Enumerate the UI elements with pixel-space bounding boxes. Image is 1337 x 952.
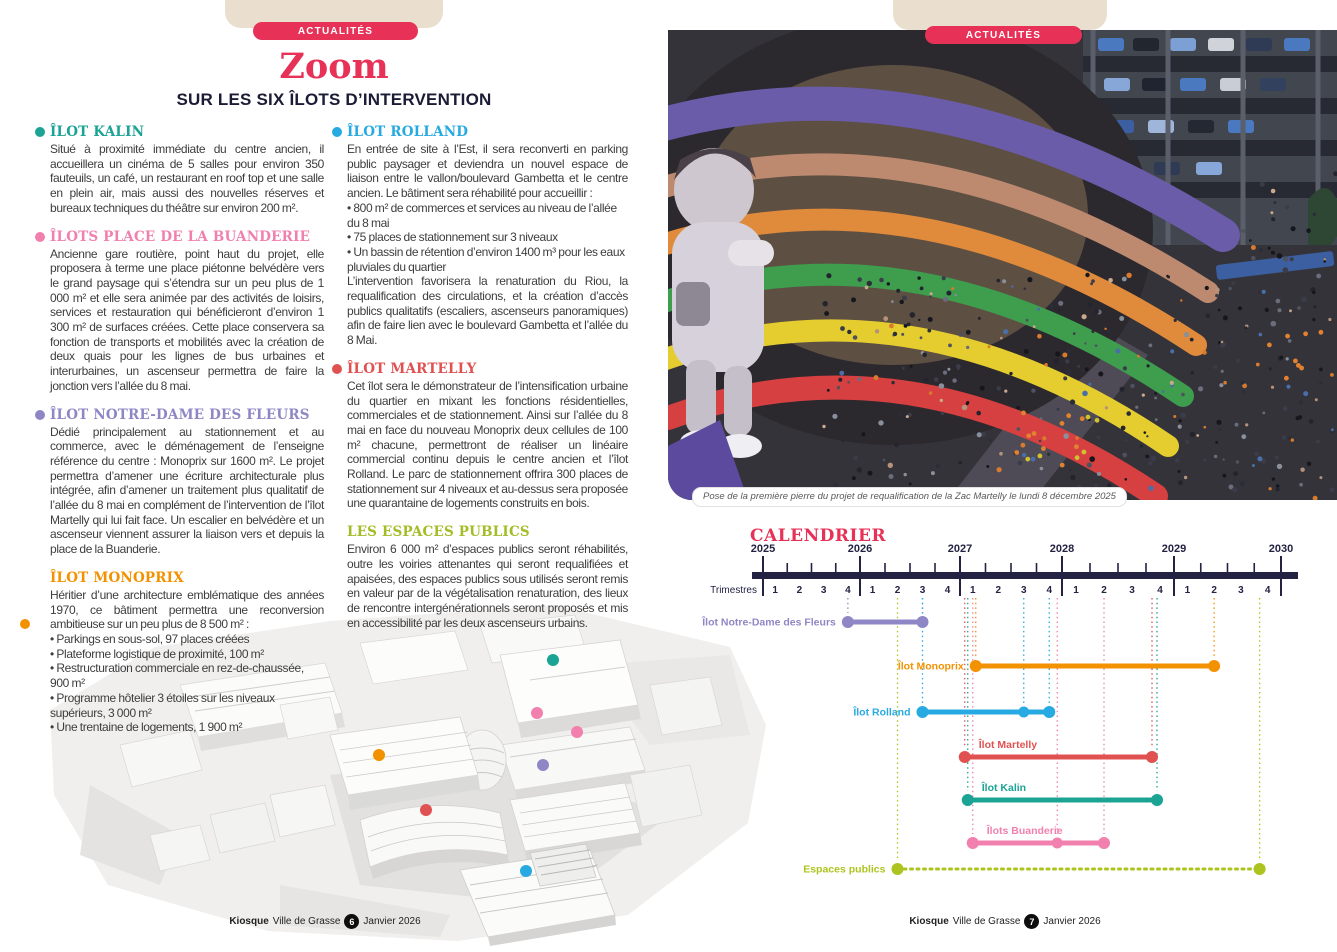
quarter-label: 3 (1020, 585, 1027, 596)
map-dot-buanderie (531, 707, 543, 719)
gantt-bar-end-dot (1098, 837, 1110, 849)
footer-date: Janvier 2026 (1043, 916, 1101, 927)
gantt-row-label: Îlot Martelly (978, 739, 1038, 751)
quarter-label: 3 (820, 585, 827, 596)
quarter-label: 2 (1211, 585, 1217, 596)
section-kalin (35, 124, 324, 216)
calendar-gantt-chart (700, 535, 1337, 900)
quarter-label: 4 (1157, 585, 1163, 596)
section-heading (347, 524, 628, 540)
page-subtitle: SUR LES SIX ÎLOTS D’INTERVENTION (176, 90, 492, 109)
quarter-label: 3 (1129, 585, 1135, 596)
category-badge: ACTUALITÉS (253, 22, 418, 40)
quarter-label: 2 (995, 585, 1002, 596)
gantt-bar-end-dot (1151, 794, 1163, 806)
footer-magazine: Kiosque (909, 916, 949, 927)
section-heading (50, 407, 324, 423)
calendar-title: CALENDRIER (750, 526, 887, 546)
page-footer (895, 914, 1115, 929)
section-heading (347, 361, 628, 377)
year-label: 2030 (1268, 543, 1294, 555)
gantt-bar-end-dot (1208, 660, 1220, 672)
footer-date: Janvier 2026 (363, 916, 421, 927)
gantt-row-label: Îlot Monoprix (897, 660, 964, 673)
section-paragraph: L’intervention favorisera la renaturation du Riou, la requalification des circulations, et la création d’accès publics qualitatifs (escaliers, ascenseurs panoramiques) afin de faire lien avec le boulevard Gambetta et l’allée du 8 Mai. (347, 274, 628, 348)
footer-edition: Ville de Grasse (272, 916, 341, 927)
section-list-item: • Un bassin de rétention d’environ 1400 m³ pour les eaux pluviales du quartier (347, 245, 628, 274)
article-header (0, 48, 668, 110)
quarter-label: 1 (772, 585, 778, 596)
section-title: ÎLOT KALIN (50, 124, 145, 140)
gantt-bar-start-dot (959, 751, 971, 763)
section-rolland (332, 124, 628, 348)
page-title: Zoom (279, 46, 389, 87)
gantt-milestone-dot (1018, 707, 1029, 718)
section-title: ÎLOT MONOPRIX (50, 569, 184, 586)
gantt-bar-start-dot (967, 837, 979, 849)
quarter-label: 3 (1238, 585, 1244, 596)
quarter-label: 2 (796, 585, 803, 596)
section-notre-dame-des-fleurs (35, 407, 324, 557)
timeline-axis (752, 572, 1298, 579)
page-number: 6 (344, 914, 359, 929)
section-paragraph: En entrée de site à l’Est, il sera reconverti en parking public paysager et deviendra un nouvel espace de liaison entre le vallon/boulevard Gambetta et le centre ancien. Le bâtiment sera réhabilité pour accueillir : (347, 142, 628, 201)
section-list-item: • Une trentaine de logements, 1 900 m² (50, 720, 324, 735)
year-label: 2029 (1161, 543, 1187, 555)
quarter-label: 1 (1073, 585, 1079, 596)
section-paragraph: Dédié principalement au stationnement et au commerce, avec le déménagement de l’enseigne référence du centre : Monoprix sur 1600 m². Le projet permettra d’amener une écriture architecturale plus intégrée, afin d’amener un traitement plus qualitatif de l’allée du 8 mai en complément de l’intervention de l’îlot Martelly qui lui fait face. Un escalier en belvédère et un ascenseur viennent assurer la liaison vers et depuis la place de la Buanderie. (50, 424, 324, 557)
section-monoprix (35, 570, 324, 735)
map-dot-notre-dame-des-fleurs (537, 759, 549, 771)
section-heading (347, 124, 628, 140)
text-column-1 (35, 124, 324, 748)
text-column-2 (332, 124, 628, 643)
quarter-label: 4 (845, 585, 851, 596)
quarter-label: 4 (944, 585, 951, 596)
quarter-label: 1 (969, 585, 976, 596)
quarter-label: 4 (1046, 585, 1053, 596)
section-bullet-icon (332, 127, 342, 137)
footer-edition: Ville de Grasse (952, 916, 1021, 927)
quarter-label: 1 (1184, 585, 1191, 596)
section-heading (50, 229, 324, 245)
gantt-row-label: Îlot Rolland (853, 706, 911, 719)
section-title: ÎLOTS PLACE DE LA BUANDERIE (50, 228, 311, 245)
section-list-item: • Plateforme logistique de proximité, 100 m² (50, 647, 324, 662)
section-bullet-icon (35, 410, 45, 420)
section-paragraph: Cet îlot sera le démonstrateur de l’intensification urbaine du quartier en mixant les fonctions résidentielles, commerciales et de stationnement. Ainsi sur l’allée du 8 mai en face du nouveau Monoprix deux cellules de 100 m² chacune, permettront de réaliser un linéaire commercial continu depuis le centre ancien et l’îlot Rolland. Le parc de stationnement offrira 300 places de stationnement sur 4 niveaux et au-dessus sera proposée une quarantaine de logements construits en bois. (347, 378, 628, 511)
year-label: 2027 (947, 543, 973, 555)
gantt-bar-end-dot (1146, 751, 1158, 763)
section-title: ÎLOT NOTRE-DAME DES FLEURS (50, 406, 310, 423)
section-title: ÎLOT MARTELLY (347, 360, 477, 377)
gantt-milestone-dot (1052, 838, 1063, 849)
section-paragraph: Situé à proximité immédiate du centre ancien, il accueillera un cinéma de 5 salles pour environ 350 fauteuils, un café, un restaurant en roof top et une salle en plein air, mais aussi des nouvelles réserves et bureaux techniques du théâtre sur environ 200 m². (50, 142, 324, 215)
article-photo (668, 30, 1337, 500)
section-bullet-icon (20, 619, 30, 629)
category-badge: ACTUALITÉS (925, 26, 1082, 44)
section-paragraph: Ancienne gare routière, point haut du projet, elle proposera à terme une place piétonne belvédère vers le grand paysage qui s’étendra sur un peu plus de 1 000 m² et elle sera animée par des activités de loisirs, services et restauration qui bénéficieront d’environ 1 300 m² de surfaces créées. Cette place conservera sa fonction de transports et mobilités avec la création de deux quais pour les lignes de bus urbaines et interurbaines, un ascenseur permettra de faire la jonction vers l’allée du 8 mai. (50, 246, 324, 393)
gantt-row-label: Îlot Kalin (981, 782, 1027, 794)
section-list-item: • Programme hôtelier 3 étoiles sur les niveaux supérieurs, 3 000 m² (50, 691, 324, 720)
photo-svg (668, 30, 1337, 500)
section-bullet-icon (35, 127, 45, 137)
section-heading (50, 570, 324, 586)
gantt-bar-end-dot (917, 616, 929, 628)
map-dot-martelly (420, 804, 432, 816)
quarter-label: 1 (869, 585, 876, 596)
quarter-label: 4 (1264, 585, 1271, 596)
quarter-label: 2 (894, 585, 901, 596)
section-paragraph: Héritier d’une architecture emblématique des années 1970, ce bâtiment permettra une reconversion ambitieuse sur un peu plus de 8 500 m² : (50, 588, 324, 632)
page-number: 7 (1024, 914, 1039, 929)
section-title: LES ESPACES PUBLICS (347, 524, 530, 541)
quarter-label: 2 (1101, 585, 1107, 596)
year-label: 2025 (750, 543, 776, 555)
gantt-bar-start-dot (962, 794, 974, 806)
map-dot-monoprix (373, 749, 385, 761)
section-buanderie (35, 229, 324, 394)
section-paragraph: Environ 6 000 m² d’espaces publics seront réhabilités, outre les voiries attenantes qui seront requalifiées et apaisées, des espaces publics sous utilisés seront remis en valeur par de la végétalisation renaturation, des lieux de rencontre intergénérationnels seront proposés et mis en accessibilité par les deux ascenseurs urbains. (347, 542, 628, 630)
trimestres-label: Trimestres (710, 585, 757, 596)
section-martelly (332, 361, 628, 511)
gantt-bar-end-dot (1043, 706, 1055, 718)
section-heading (50, 124, 324, 140)
section-list-item: • Restructuration commerciale en rez-de-chaussée, 900 m² (50, 661, 324, 690)
gantt-bar-start-dot (917, 706, 929, 718)
photo-caption: Pose de la première pierre du projet de requalification de la Zac Martelly le lundi 8 décembre 2025 (692, 487, 1127, 507)
map-dot-buanderie (571, 726, 583, 738)
year-label: 2028 (1049, 543, 1075, 555)
section-espaces-publics (332, 524, 628, 630)
gantt-bar-end-dot (1254, 863, 1266, 875)
map-dot-rolland (520, 865, 532, 877)
section-bullet-icon (35, 232, 45, 242)
map-dot-kalin (547, 654, 559, 666)
section-list-item: • 800 m² de commerces et services au niveau de l’allée du 8 mai (347, 201, 628, 230)
year-label: 2026 (847, 543, 873, 555)
quarter-label: 3 (919, 585, 926, 596)
section-title: ÎLOT ROLLAND (347, 124, 469, 140)
gantt-bar-start-dot (842, 616, 854, 628)
gantt-row-label: Îlots Buanderie (986, 825, 1063, 837)
section-bullet-icon (332, 364, 342, 374)
section-list-item: • Parkings en sous-sol, 97 places créées (50, 632, 324, 647)
gantt-bar-start-dot (970, 660, 982, 672)
section-list-item: • 75 places de stationnement sur 3 niveaux (347, 230, 628, 245)
gantt-row-label: Îlot Notre-Dame des Fleurs (702, 616, 836, 629)
page-footer (215, 914, 435, 929)
footer-magazine: Kiosque (229, 916, 269, 927)
gantt-bar-start-dot (892, 863, 904, 875)
gantt-row-label: Espaces publics (803, 863, 886, 876)
